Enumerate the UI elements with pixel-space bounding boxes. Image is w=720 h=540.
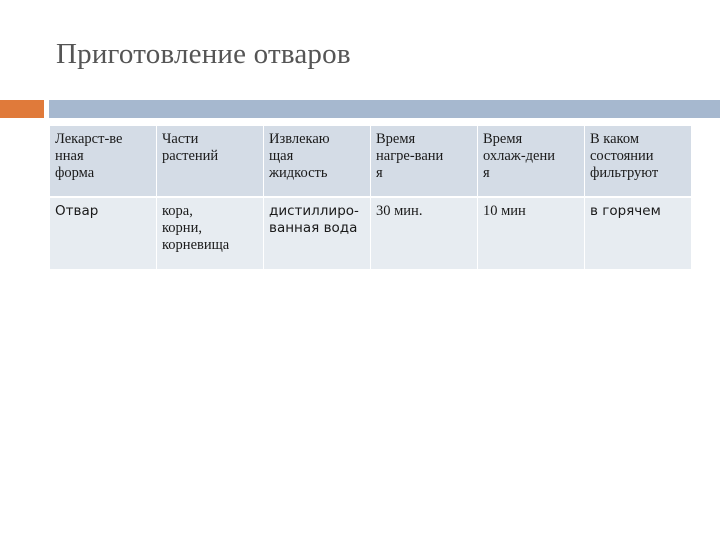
header-cell: Время охлаж-дени я <box>478 126 585 197</box>
table-header-row <box>50 126 692 197</box>
header-cell: В каком состоянии фильтруют <box>585 126 692 197</box>
table-cell: кора, корни, корневища <box>157 197 264 269</box>
table-cell: Отвар <box>50 197 157 269</box>
table-cell: 10 мин <box>478 197 585 269</box>
header-cell: Части растений <box>157 126 264 197</box>
header-decor-bar <box>49 100 720 118</box>
header-cell: Время нагре-вани я <box>371 126 478 197</box>
table-cell: дистиллиро- ванная вода <box>264 197 371 269</box>
header-cell: Извлекаю щая жидкость <box>264 126 371 197</box>
table-cell: в горячем <box>585 197 692 269</box>
accent-bar <box>0 100 44 118</box>
slide-title: Приготовление отваров <box>56 38 351 70</box>
decoction-table <box>49 126 692 269</box>
table-row <box>50 197 692 269</box>
table-cell: 30 мин. <box>371 197 478 269</box>
header-cell: Лекарст-ве нная форма <box>50 126 157 197</box>
